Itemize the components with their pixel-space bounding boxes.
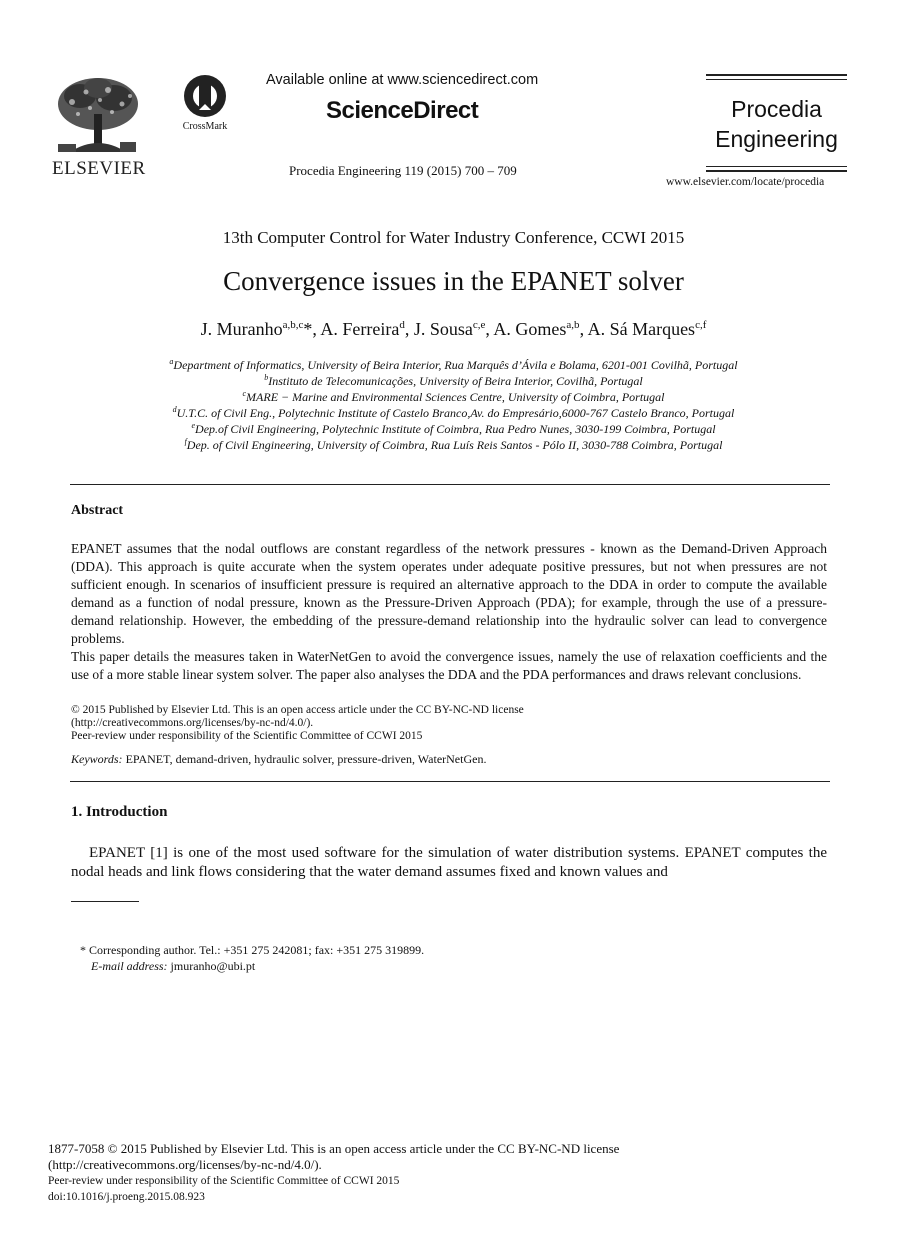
crossmark-logo[interactable] <box>178 74 232 134</box>
journal-name <box>706 94 847 154</box>
author-affil: a,b,c <box>282 319 304 331</box>
affiliations <box>0 357 907 453</box>
abstract-bottom-rule <box>70 781 830 782</box>
sciencedirect-wordmark[interactable]: ScienceDirect <box>326 97 479 124</box>
journal-bottom-rule-thick <box>706 170 847 172</box>
author-affil: a,b <box>566 319 580 331</box>
copyright-line: © 2015 Published by Elsevier Ltd. This is an open access article under the CC BY-NC-ND license <box>71 704 524 716</box>
page-footer <box>48 1141 868 1205</box>
journal-bottom-rule-thin <box>706 166 847 167</box>
journal-name-line2: Engineering <box>715 126 838 152</box>
author-list <box>0 319 907 340</box>
affiliation: $^d$U.T.C. of Civil Eng., Polytechnic Institute of Castelo Branco,Av. do Empresário,6000-767 Castelo Branco, Portugal <box>172 405 735 420</box>
author <box>588 319 707 339</box>
author-name: J. Sousa <box>413 319 473 339</box>
author: J. Muranho$^{a,b,c}$*, <box>200 319 321 339</box>
author-affil: d <box>399 319 405 331</box>
peer-review-line: Peer-review under responsibility of the Scientific Committee of CCWI 2015 <box>71 730 423 742</box>
abstract-paragraph: EPANET assumes that the nodal outflows are constant regardless of the network pressures - known as the Demand-Driven Approach (DDA). This approach is quite accurate when the system operates under adequate positive pressures, but not when pressures are not sufficient enough. In scenarios of insufficient pressure is required an alternative approach to the DDA in order to compute the available demand as a function of nodal pressure, known as the Pressure-Driven Approach (PDA); for example, through the use of a pressure-demand relationship. However, the embedding of the pressure-demand relationship into the hydraulic solver can lead to convergence problems. <box>71 541 827 646</box>
conference-name: 13th Computer Control for Water Industry Conference, CCWI 2015 <box>222 228 685 247</box>
section-heading: 1. Introduction <box>71 804 168 820</box>
author: A. Ferreira$^d$, <box>320 319 414 339</box>
footer-doi[interactable]: doi:10.1016/j.proeng.2015.08.923 <box>48 1191 205 1203</box>
footnote-rule <box>71 901 139 902</box>
abstract-top-rule <box>70 484 830 485</box>
author: A. Gomes$^{a,b}$, <box>493 319 588 339</box>
elsevier-logo <box>50 74 146 178</box>
affiliation: $^f$Dep. of Civil Engineering, University of Coimbra, Rua Luís Reis Santos - Pólo II, 3030-788 Coimbra, Portugal <box>184 437 723 452</box>
footer-license-link[interactable]: (http://creativecommons.org/licenses/by-nc-nd/4.0/). <box>48 1157 322 1172</box>
elsevier-wordmark: ELSEVIER <box>52 158 146 179</box>
journal-top-rule-thick <box>706 74 847 76</box>
footnote <box>80 942 424 974</box>
abstract-paragraph: This paper details the measures taken in WaterNetGen to avoid the convergence issues, namely the use of relaxation coefficients and the use of a more stable linear system solver. The paper also analyses the DDA and the PDA performances and draws relevant conclusions. <box>71 649 827 682</box>
affiliation: $^b$Instituto de Telecomunicações, University of Beira Interior, Covilhã, Portugal <box>264 373 643 388</box>
abstract-heading: Abstract <box>71 503 124 518</box>
available-online: Available online at www.sciencedirect.com <box>266 72 539 88</box>
footer-peer-review: Peer-review under responsibility of the Scientific Committee of CCWI 2015 <box>48 1175 400 1187</box>
license-link[interactable]: (http://creativecommons.org/licenses/by-nc-nd/4.0/). <box>71 717 314 729</box>
copyright-block <box>71 704 827 743</box>
email-address[interactable]: jmuranho@ubi.pt <box>167 959 256 973</box>
journal-top-rule-thin <box>706 79 847 80</box>
author-affil: c,f <box>695 319 707 331</box>
affiliation: $^a$Department of Informatics, University of Beira Interior, Rua Marquês d’Ávila e Bolama, 6201-001 Covilhã, Portugal <box>169 357 738 372</box>
affiliation: $^c$MARE − Marine and Environmental Sciences Centre, University of Coimbra, Portugal <box>242 389 665 404</box>
author: J. Sousa$^{c,e}$, <box>413 319 494 339</box>
keywords <box>71 752 486 767</box>
crossmark-icon <box>182 74 228 118</box>
author-name: A. Gomes <box>493 319 567 339</box>
author-name: A. Ferreira <box>320 319 400 339</box>
crossmark-label: CrossMark <box>182 121 228 132</box>
corresponding-mark: * <box>303 319 313 339</box>
author-affil: c,e <box>472 319 486 331</box>
keywords-label: Keywords: <box>71 752 123 766</box>
affiliation: $^e$Dep.of Civil Engineering, Polytechnic Institute of Coimbra, Rua Pedro Nunes, 3030-199 Coimbra, Portugal <box>191 421 716 436</box>
abstract-body <box>71 540 827 684</box>
journal-url[interactable]: www.elsevier.com/locate/procedia <box>666 176 825 188</box>
footer-issn-line: 1877-7058 © 2015 Published by Elsevier Ltd. This is an open access article under the CC BY-NC-ND license <box>48 1141 620 1156</box>
journal-name-line1: Procedia <box>731 96 822 122</box>
corresponding-author-note: * Corresponding author. Tel.: +351 275 242081; fax: +351 275 319899. <box>80 943 425 957</box>
email-note: E-mail address: jmuranho@ubi.pt <box>91 959 256 973</box>
keywords-list: EPANET, demand-driven, hydraulic solver, pressure-driven, WaterNetGen. <box>122 752 487 766</box>
journal-reference: Procedia Engineering 119 (2015) 700 – 709 <box>289 163 517 178</box>
elsevier-tree-icon <box>50 74 146 156</box>
paper-title: Convergence issues in the EPANET solver <box>223 266 684 296</box>
author-name: J. Muranho <box>200 319 283 339</box>
intro-paragraph: EPANET [1] is one of the most used software for the simulation of water distribution systems. EPANET computes the nodal heads and link flows considering that the water demand assumes fixed and known values and <box>71 845 827 880</box>
author-name: A. Sá Marques <box>587 319 696 339</box>
